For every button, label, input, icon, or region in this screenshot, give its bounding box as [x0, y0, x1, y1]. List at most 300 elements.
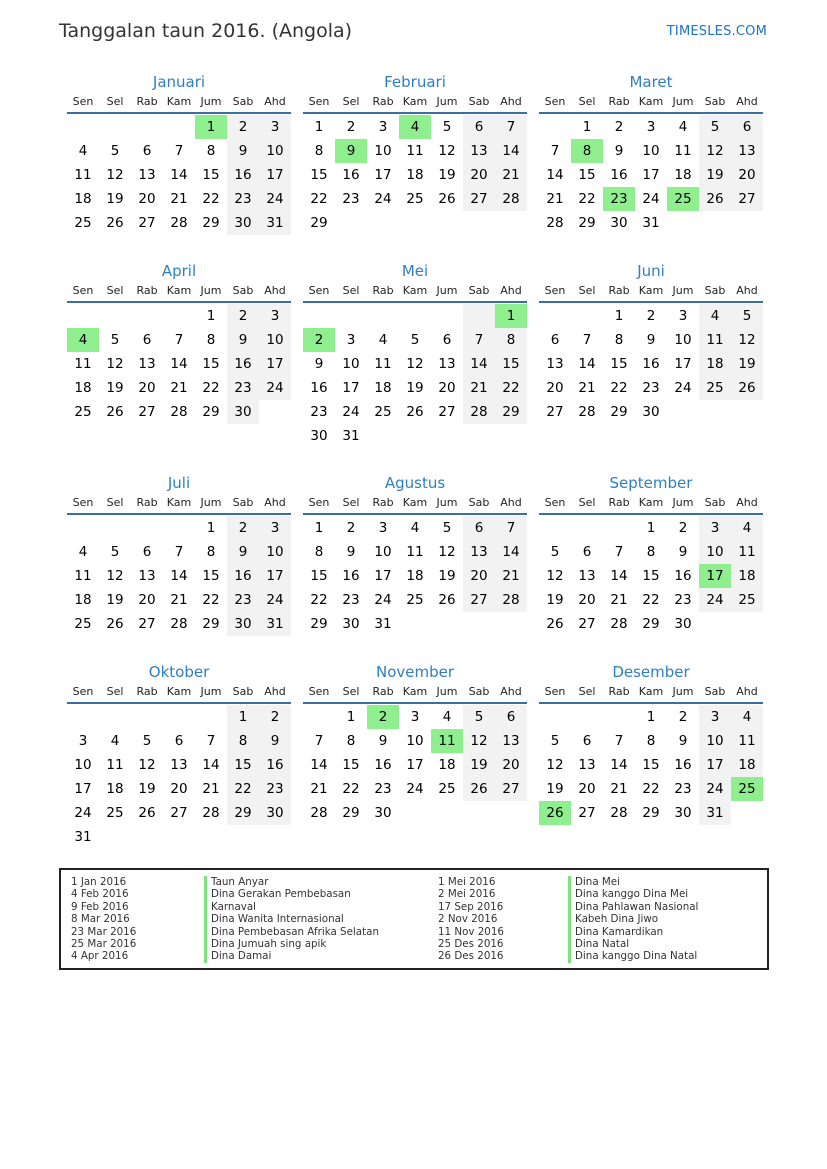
empty-cell	[67, 705, 99, 729]
calendar-day: 12	[438, 544, 456, 560]
empty-cell	[163, 516, 195, 540]
calendar-day: 5	[699, 115, 731, 139]
weekday-label: Sab	[468, 284, 490, 297]
calendar-day: 26	[138, 805, 156, 821]
calendar-day: 18	[74, 380, 92, 396]
weekday-label: Jum	[436, 95, 458, 108]
calendar-day: 26	[539, 801, 571, 825]
calendar-day: 21	[170, 191, 188, 207]
calendar-day: 15	[642, 757, 660, 773]
calendar-day: 12	[546, 568, 564, 584]
calendar-day: 7	[495, 516, 527, 540]
calendar-day: 1	[582, 119, 592, 135]
calendar-day: 9	[335, 139, 367, 163]
empty-cell	[67, 304, 99, 328]
day-grid	[539, 516, 763, 636]
calendar-day: 26	[106, 215, 124, 231]
calendar-day: 13	[138, 167, 156, 183]
calendar-day: 13	[463, 540, 495, 564]
calendar-day: 8	[346, 733, 356, 749]
calendar-day: 17	[342, 380, 360, 396]
calendar-day: 12	[463, 729, 495, 753]
calendar-day: 5	[731, 304, 763, 328]
weekday-label: Sen	[72, 284, 94, 297]
calendar-day: 13	[578, 568, 596, 584]
calendar-day: 29	[495, 400, 527, 424]
weekday-label: Sel	[578, 496, 596, 509]
empty-cell	[399, 304, 431, 328]
day-grid	[67, 115, 291, 235]
month-name: April	[161, 262, 197, 280]
calendar-day: 7	[174, 332, 184, 348]
calendar-day: 7	[174, 544, 184, 560]
calendar-day: 3	[259, 115, 291, 139]
calendar-day: 24	[699, 588, 731, 612]
calendar-day: 27	[463, 588, 495, 612]
calendar-day: 7	[174, 143, 184, 159]
weekday-label: Ahd	[736, 496, 758, 509]
month-desember	[539, 662, 763, 825]
calendar-day: 28	[546, 215, 564, 231]
calendar-day: 4	[67, 328, 99, 352]
weekday-label: Sen	[308, 284, 330, 297]
holiday-name: Dina Kamardikan	[568, 926, 698, 938]
calendar-day: 14	[495, 540, 527, 564]
weekday-label: Jum	[200, 685, 222, 698]
day-grid	[303, 115, 527, 235]
calendar-day: 25	[74, 404, 92, 420]
calendar-day: 21	[495, 163, 527, 187]
calendar-day: 6	[142, 332, 152, 348]
empty-cell	[335, 304, 367, 328]
calendar-day: 30	[610, 215, 628, 231]
weekday-label: Sab	[704, 685, 726, 698]
calendar-day: 28	[310, 805, 328, 821]
legend-dates-right	[438, 876, 504, 963]
weekday-label: Kam	[402, 496, 428, 509]
calendar-day: 16	[342, 167, 360, 183]
calendar-day: 9	[678, 733, 688, 749]
weekday-label: Jum	[200, 95, 222, 108]
calendar-day: 1	[495, 304, 527, 328]
calendar-day: 5	[410, 332, 420, 348]
calendar-day: 20	[731, 163, 763, 187]
day-grid	[303, 516, 527, 636]
calendar-day: 15	[642, 568, 660, 584]
calendar-day: 23	[227, 187, 259, 211]
calendar-day: 27	[463, 187, 495, 211]
holiday-date: 25 Mar 2016	[71, 938, 137, 951]
weekday-label: Sab	[704, 284, 726, 297]
calendar-day: 27	[731, 187, 763, 211]
day-grid	[67, 516, 291, 636]
weekday-label: Jum	[200, 496, 222, 509]
weekday-header	[539, 684, 763, 704]
calendar-day: 22	[202, 380, 220, 396]
calendar-day: 27	[170, 805, 188, 821]
empty-cell	[603, 516, 635, 540]
holiday-date: 4 Feb 2016	[71, 888, 129, 901]
calendar-day: 25	[74, 215, 92, 231]
calendar-day: 20	[438, 380, 456, 396]
weekday-header	[539, 283, 763, 303]
calendar-day: 14	[170, 167, 188, 183]
calendar-day: 11	[106, 757, 124, 773]
weekday-label: Kam	[402, 284, 428, 297]
empty-cell	[131, 705, 163, 729]
calendar-day: 22	[610, 380, 628, 396]
calendar-day: 23	[310, 404, 328, 420]
calendar-day: 24	[699, 777, 731, 801]
calendar-day: 11	[674, 143, 692, 159]
weekday-label: Kam	[638, 95, 664, 108]
calendar-day: 19	[546, 592, 564, 608]
weekday-header	[303, 94, 527, 114]
calendar-day: 11	[431, 729, 463, 753]
weekday-label: Sab	[232, 284, 254, 297]
calendar-day: 4	[78, 544, 88, 560]
calendar-day: 17	[406, 757, 424, 773]
calendar-day: 21	[202, 781, 220, 797]
calendar-day: 21	[495, 564, 527, 588]
empty-cell	[99, 516, 131, 540]
calendar-day: 24	[374, 191, 392, 207]
weekday-label: Ahd	[500, 95, 522, 108]
empty-cell	[539, 115, 571, 139]
calendar-day: 17	[259, 564, 291, 588]
calendar-day: 3	[378, 520, 388, 536]
calendar-day: 1	[206, 308, 216, 324]
weekday-label: Sen	[544, 496, 566, 509]
calendar-day: 5	[550, 733, 560, 749]
weekday-label: Sab	[232, 95, 254, 108]
calendar-day: 31	[699, 801, 731, 825]
calendar-day: 27	[138, 215, 156, 231]
calendar-day: 16	[227, 163, 259, 187]
calendar-day: 2	[646, 308, 656, 324]
calendar-day: 10	[342, 356, 360, 372]
calendar-day: 13	[546, 356, 564, 372]
calendar-day: 3	[678, 308, 688, 324]
month-name: Juli	[167, 474, 191, 492]
calendar-day: 14	[463, 352, 495, 376]
calendar-day: 13	[170, 757, 188, 773]
calendar-day: 14	[495, 139, 527, 163]
weekday-label: Jum	[672, 95, 694, 108]
weekday-label: Rab	[372, 685, 394, 698]
weekday-label: Rab	[608, 685, 630, 698]
calendar-day: 31	[342, 428, 360, 444]
weekday-label: Sen	[72, 95, 94, 108]
calendar-day: 15	[227, 753, 259, 777]
weekday-label: Sel	[106, 284, 124, 297]
calendar-day: 8	[495, 328, 527, 352]
holiday-date: 1 Jan 2016	[71, 876, 127, 888]
weekday-label: Ahd	[736, 284, 758, 297]
calendar-day: 27	[438, 404, 456, 420]
calendar-day: 19	[406, 380, 424, 396]
calendar-day: 4	[678, 119, 688, 135]
calendar-day: 13	[731, 139, 763, 163]
calendar-day: 20	[495, 753, 527, 777]
calendar-day: 28	[170, 616, 188, 632]
weekday-label: Sen	[308, 95, 330, 108]
calendar-day: 21	[610, 592, 628, 608]
weekday-label: Ahd	[736, 685, 758, 698]
calendar-day: 11	[74, 568, 92, 584]
calendar-day: 27	[138, 616, 156, 632]
calendar-day: 4	[110, 733, 120, 749]
calendar-day: 7	[550, 143, 560, 159]
calendar-day: 8	[614, 332, 624, 348]
calendar-day: 11	[374, 356, 392, 372]
calendar-day: 9	[227, 540, 259, 564]
calendar-day: 30	[674, 805, 692, 821]
calendar-day: 1	[314, 119, 324, 135]
holiday-name: Dina Gerakan Pembebasan	[204, 888, 379, 900]
calendar-day: 24	[374, 592, 392, 608]
calendar-day: 26	[106, 616, 124, 632]
calendar-day: 31	[374, 616, 392, 632]
calendar-day: 7	[463, 328, 495, 352]
calendar-day: 24	[74, 805, 92, 821]
empty-cell	[67, 115, 99, 139]
empty-cell	[431, 304, 463, 328]
calendar-day: 16	[342, 568, 360, 584]
calendar-day: 2	[259, 705, 291, 729]
calendar-day: 22	[310, 592, 328, 608]
calendar-day: 10	[406, 733, 424, 749]
empty-cell	[195, 705, 227, 729]
holiday-name: Dina Wanita Internasional	[204, 913, 379, 925]
calendar-day: 28	[170, 404, 188, 420]
calendar-day: 14	[546, 167, 564, 183]
page-title: Tanggalan taun 2016. (Angola)	[59, 20, 353, 42]
weekday-label: Ahd	[264, 685, 286, 698]
empty-cell	[571, 304, 603, 328]
weekday-label: Ahd	[264, 284, 286, 297]
calendar-day: 11	[406, 143, 424, 159]
calendar-day: 15	[342, 757, 360, 773]
holiday-name: Dina Damai	[204, 950, 379, 962]
calendar-day: 30	[259, 801, 291, 825]
calendar-day: 23	[674, 781, 692, 797]
calendar-day: 25	[74, 616, 92, 632]
calendar-day: 16	[642, 356, 660, 372]
calendar-day: 29	[202, 616, 220, 632]
weekday-label: Jum	[672, 496, 694, 509]
weekday-label: Rab	[136, 95, 158, 108]
calendar-day: 7	[314, 733, 324, 749]
calendar-day: 29	[202, 404, 220, 420]
calendar-day: 9	[346, 544, 356, 560]
calendar-day: 9	[227, 139, 259, 163]
weekday-header	[303, 684, 527, 704]
weekday-label: Kam	[638, 496, 664, 509]
calendar-day: 21	[546, 191, 564, 207]
calendar-day: 8	[206, 332, 216, 348]
empty-cell	[163, 115, 195, 139]
calendar-day: 3	[410, 709, 420, 725]
calendar-day: 20	[578, 781, 596, 797]
empty-cell	[163, 304, 195, 328]
calendar-day: 13	[138, 356, 156, 372]
calendar-day: 6	[463, 115, 495, 139]
calendar-day: 14	[170, 356, 188, 372]
calendar-day: 24	[259, 187, 291, 211]
calendar-day: 9	[678, 544, 688, 560]
holiday-name: Kabeh Dina Jiwo	[568, 913, 698, 925]
calendar-day: 17	[642, 167, 660, 183]
calendar-day: 22	[642, 592, 660, 608]
calendar-day: 4	[699, 304, 731, 328]
calendar-day: 14	[578, 356, 596, 372]
calendar-day: 13	[495, 729, 527, 753]
weekday-label: Jum	[672, 284, 694, 297]
calendar-day: 28	[578, 404, 596, 420]
calendar-day: 5	[463, 705, 495, 729]
weekday-header	[539, 495, 763, 515]
calendar-day: 28	[495, 588, 527, 612]
calendar-day: 8	[206, 143, 216, 159]
calendar-day: 16	[674, 568, 692, 584]
calendar-day: 17	[699, 564, 731, 588]
calendar-day: 25	[406, 592, 424, 608]
calendar-day: 2	[227, 304, 259, 328]
calendar-day: 5	[110, 143, 120, 159]
calendar-day: 15	[578, 167, 596, 183]
calendar-day: 4	[399, 115, 431, 139]
empty-cell	[367, 304, 399, 328]
weekday-label: Sen	[544, 284, 566, 297]
holiday-name: Dina Pahlawan Nasional	[568, 901, 698, 913]
calendar-day: 15	[202, 167, 220, 183]
calendar-day: 8	[571, 139, 603, 163]
weekday-label: Kam	[166, 95, 192, 108]
holiday-legend	[59, 868, 769, 970]
calendar-day: 10	[259, 328, 291, 352]
calendar-day: 8	[227, 729, 259, 753]
month-juni	[539, 261, 763, 424]
calendar-day: 30	[342, 616, 360, 632]
weekday-label: Rab	[608, 284, 630, 297]
holiday-date: 8 Mar 2016	[71, 913, 130, 926]
holiday-date: 23 Mar 2016	[71, 925, 137, 938]
calendar-day: 31	[74, 829, 92, 845]
holiday-date: 2 Nov 2016	[438, 913, 498, 926]
calendar-day: 22	[202, 191, 220, 207]
month-name: Agustus	[384, 474, 446, 492]
weekday-label: Jum	[436, 284, 458, 297]
empty-cell	[539, 705, 571, 729]
calendar-day: 28	[610, 805, 628, 821]
calendar-day: 18	[438, 757, 456, 773]
calendar-day: 18	[106, 781, 124, 797]
calendar-day: 25	[667, 187, 699, 211]
weekday-label: Kam	[166, 685, 192, 698]
calendar-day: 19	[546, 781, 564, 797]
calendar-day: 30	[674, 616, 692, 632]
calendar-day: 12	[106, 167, 124, 183]
calendar-day: 28	[495, 187, 527, 211]
calendar-day: 19	[106, 592, 124, 608]
calendar-day: 24	[259, 376, 291, 400]
calendar-day: 18	[731, 564, 763, 588]
calendar-day: 9	[378, 733, 388, 749]
month-name: Oktober	[148, 663, 210, 681]
calendar-day: 31	[642, 215, 660, 231]
holiday-name: Dina Pembebasan Afrika Selatan	[204, 926, 379, 938]
weekday-label: Kam	[638, 685, 664, 698]
calendar-day: 26	[546, 616, 564, 632]
weekday-label: Jum	[672, 685, 694, 698]
weekday-label: Sel	[342, 496, 360, 509]
calendar-day: 1	[195, 115, 227, 139]
calendar-day: 16	[227, 352, 259, 376]
calendar-day: 22	[642, 781, 660, 797]
calendar-day: 18	[731, 753, 763, 777]
calendar-day: 1	[646, 520, 656, 536]
calendar-day: 4	[442, 709, 452, 725]
weekday-label: Sab	[232, 496, 254, 509]
weekday-label: Sen	[72, 496, 94, 509]
calendar-day: 2	[346, 520, 356, 536]
weekday-label: Sel	[342, 284, 360, 297]
calendar-day: 4	[731, 705, 763, 729]
calendar-day: 22	[202, 592, 220, 608]
calendar-day: 15	[495, 352, 527, 376]
brand-link[interactable]: TIMESLES.COM	[666, 24, 767, 39]
calendar-day: 31	[259, 612, 291, 636]
month-februari	[303, 72, 527, 235]
calendar-day: 23	[227, 376, 259, 400]
calendar-day: 28	[610, 616, 628, 632]
calendar-day: 24	[642, 191, 660, 207]
weekday-label: Sel	[342, 95, 360, 108]
calendar-day: 23	[674, 592, 692, 608]
weekday-label: Sen	[72, 685, 94, 698]
calendar-day: 2	[227, 516, 259, 540]
calendar-day: 6	[731, 115, 763, 139]
weekday-label: Jum	[436, 496, 458, 509]
calendar-day: 14	[170, 568, 188, 584]
weekday-label: Kam	[638, 284, 664, 297]
holiday-name: Dina kanggo Dina Mei	[568, 888, 698, 900]
calendar-day: 11	[699, 328, 731, 352]
weekday-label: Jum	[436, 685, 458, 698]
calendar-day: 29	[642, 805, 660, 821]
calendar-day: 1	[314, 520, 324, 536]
calendar-day: 2	[614, 119, 624, 135]
empty-cell	[99, 304, 131, 328]
weekday-label: Sab	[468, 685, 490, 698]
weekday-label: Ahd	[500, 685, 522, 698]
calendar-day: 28	[202, 805, 220, 821]
month-oktober	[67, 662, 291, 849]
calendar-day: 17	[699, 753, 731, 777]
calendar-day: 20	[138, 592, 156, 608]
calendar-day: 10	[699, 540, 731, 564]
holiday-date: 9 Feb 2016	[71, 900, 129, 913]
weekday-label: Sel	[106, 685, 124, 698]
calendar-day: 27	[578, 805, 596, 821]
calendar-day: 21	[170, 380, 188, 396]
calendar-day: 27	[546, 404, 564, 420]
calendar-day: 5	[550, 544, 560, 560]
calendar-day: 16	[610, 167, 628, 183]
calendar-day: 24	[342, 404, 360, 420]
calendar-day: 18	[74, 191, 92, 207]
